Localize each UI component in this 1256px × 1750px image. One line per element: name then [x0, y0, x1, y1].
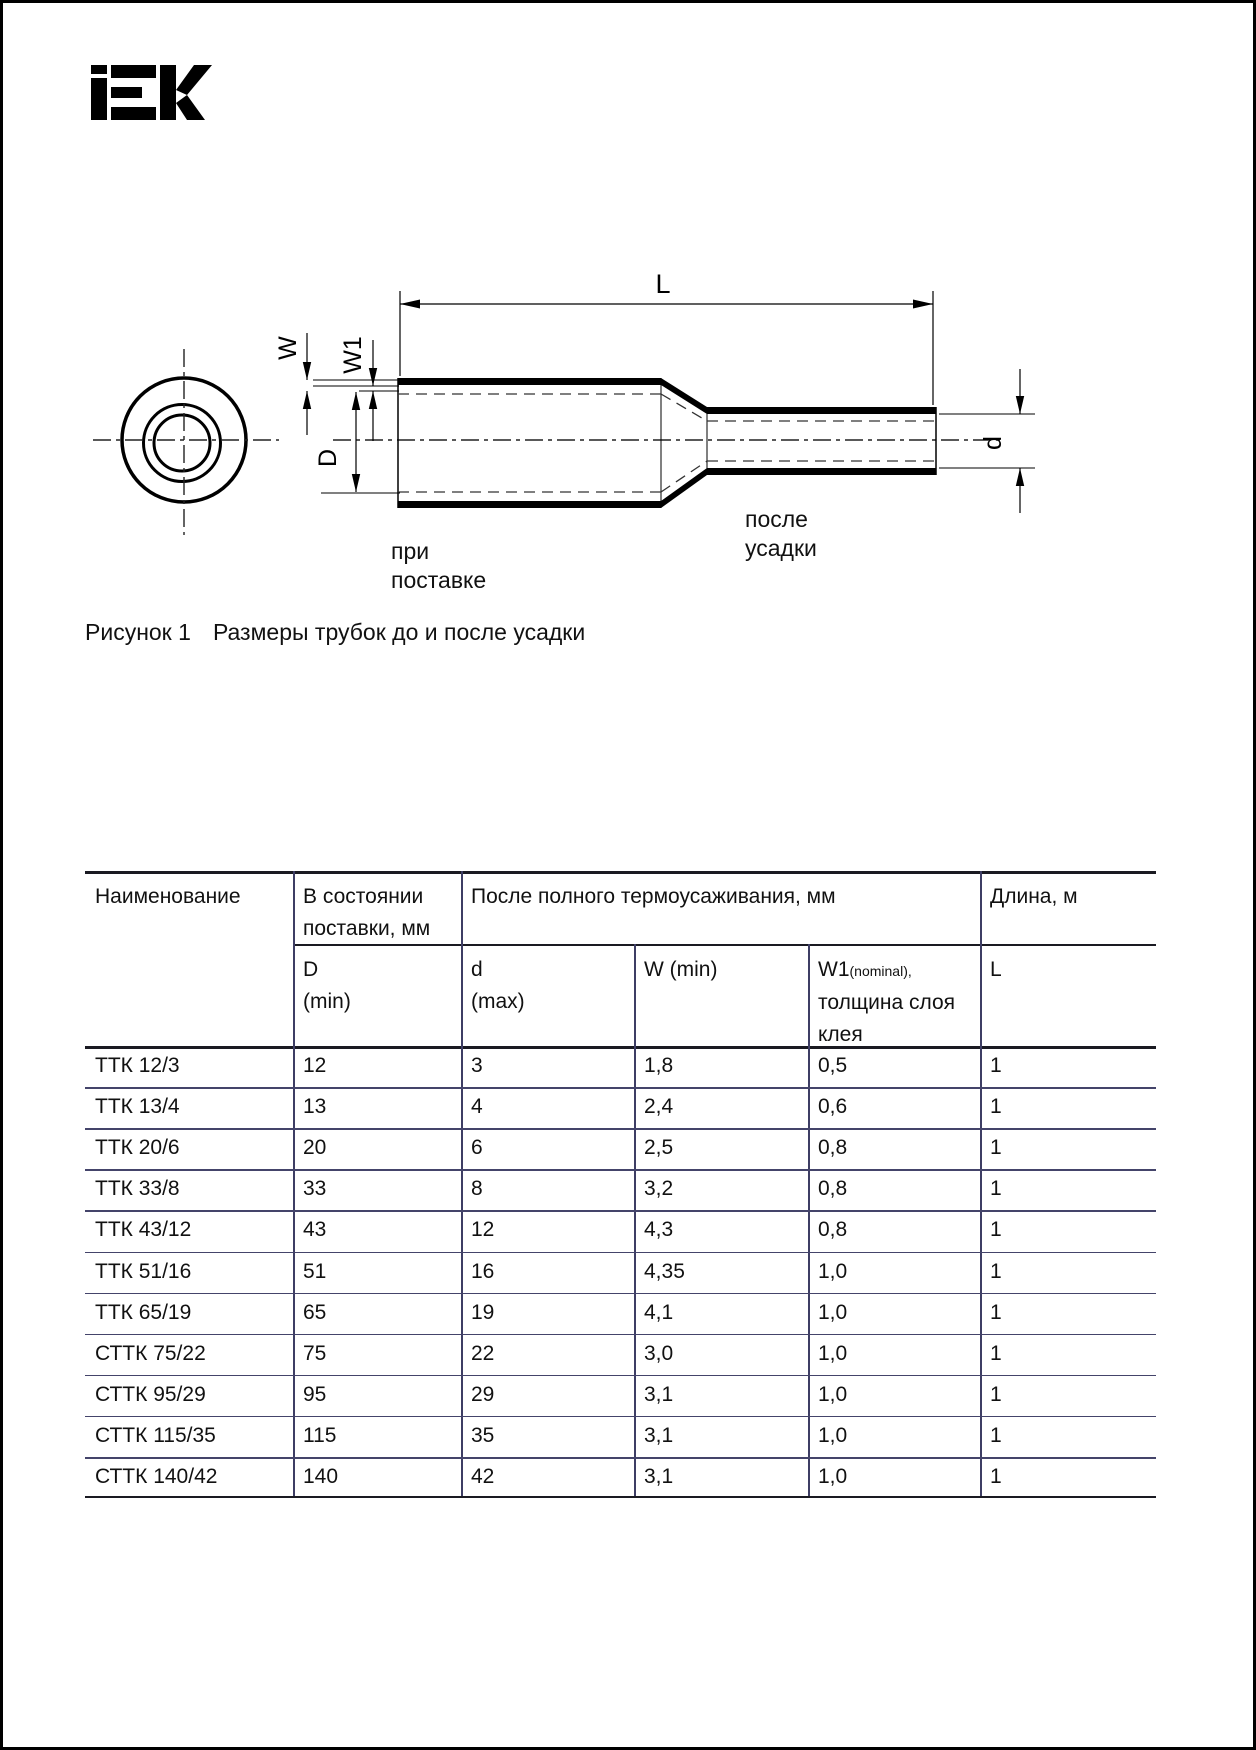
table-row	[85, 1210, 1156, 1251]
table-row	[85, 1293, 1156, 1334]
dimension-label-D: D	[314, 448, 342, 468]
table-row	[85, 1252, 1156, 1293]
W1-arrow-down	[369, 368, 377, 386]
dimensions-table	[85, 871, 1156, 1498]
label-state-shrunk-line1: после	[745, 506, 808, 532]
table-row	[85, 1416, 1156, 1457]
col-header-length: Длина, м	[990, 885, 1078, 908]
subheader-W1-symbol: W1	[818, 958, 850, 981]
table-cell-value: 3,1	[644, 1382, 674, 1406]
table-cell-value: 3,1	[644, 1423, 674, 1447]
table-cell-value: 3,1	[644, 1465, 674, 1488]
table-cell-value: 3,2	[644, 1177, 674, 1201]
tube-end-view-inner-circle	[154, 415, 210, 471]
table-cell-value: 0,8	[818, 1177, 848, 1201]
label-state-supplied-line1: при	[391, 538, 430, 564]
label-state-supplied	[391, 537, 486, 595]
table-cell-value: 65	[303, 1300, 327, 1324]
table-row	[85, 1128, 1156, 1169]
label-state-supplied-line2: поставке	[391, 567, 487, 593]
table-cell-value: 115	[303, 1423, 337, 1447]
table-cell-value: 0,8	[818, 1218, 848, 1242]
subheader-d-symbol: d	[471, 958, 483, 981]
table-cell-value: 0,5	[818, 1054, 848, 1077]
table-cell-value: 1	[990, 1136, 1002, 1160]
table-cell-value: 2,5	[644, 1136, 674, 1160]
col-header-supply-line1: В состоянии	[303, 885, 424, 908]
table-row	[85, 1375, 1156, 1416]
table-cell-name: ТТК 20/6	[95, 1136, 180, 1160]
table-cell-value: 4,1	[644, 1300, 674, 1324]
table-cell-value: 3	[471, 1054, 483, 1077]
subheader-W: W (min)	[644, 958, 718, 981]
table-cell-value: 0,8	[818, 1136, 848, 1160]
table-cell-value: 1	[990, 1423, 1002, 1447]
table-cell-value: 8	[471, 1177, 483, 1201]
subheader-d-qualifier: (max)	[471, 990, 525, 1013]
table-cell-value: 0,6	[818, 1095, 848, 1119]
tube-wall-top-shrunk	[707, 407, 936, 414]
table-cell-value: 16	[471, 1259, 495, 1283]
subheader-W1-line2: толщина слоя	[818, 991, 956, 1014]
table-cell-value: 1,0	[818, 1341, 848, 1365]
col-header-after-shrink: После полного термоусаживания, мм	[471, 885, 836, 908]
table-cell-value: 22	[471, 1341, 495, 1365]
table-cell-value: 1,0	[818, 1300, 848, 1324]
table-cell-value: 75	[303, 1341, 327, 1365]
subheader-d	[471, 954, 525, 1018]
tube-wall-bottom-shrunk	[707, 468, 936, 475]
iek-logo	[91, 63, 213, 121]
L-arrow-right	[913, 300, 933, 309]
table-cell-value: 20	[303, 1136, 327, 1160]
subheader-L: L	[990, 958, 1002, 981]
subheader-D-qualifier: (min)	[303, 990, 351, 1013]
W-arrow-down	[303, 362, 311, 380]
table-cell-value: 4,35	[644, 1259, 685, 1283]
subheader-W1-line3: клея	[818, 1023, 863, 1046]
table-cell-value: 3,0	[644, 1341, 674, 1365]
subheader-D	[303, 954, 351, 1018]
col-header-supply	[303, 881, 430, 945]
dimension-label-d: d	[979, 436, 1007, 450]
table-cell-value: 33	[303, 1177, 327, 1201]
W-arrow-up	[303, 391, 311, 409]
table-cell-name: ТТК 51/16	[95, 1259, 192, 1283]
table-cell-value: 35	[471, 1423, 495, 1447]
table-cell-value: 1,0	[818, 1423, 848, 1447]
dimension-label-W1: W1	[339, 336, 367, 374]
table-cell-value: 51	[303, 1259, 327, 1283]
table-cell-name: ТТК 12/3	[95, 1054, 180, 1077]
figure-caption	[85, 619, 585, 646]
table-cell-value: 95	[303, 1382, 327, 1406]
table-cell-value: 1,0	[818, 1259, 848, 1283]
table-cell-value: 1	[990, 1259, 1002, 1283]
table-cell-value: 1	[990, 1218, 1002, 1242]
table-cell-value: 4	[471, 1095, 483, 1119]
table-cell-value: 4,3	[644, 1218, 674, 1242]
table-cell-value: 1	[990, 1095, 1002, 1119]
table-cell-name: ТТК 43/12	[95, 1218, 192, 1242]
table-row	[85, 1087, 1156, 1128]
table-cell-value: 1	[990, 1341, 1002, 1365]
label-state-shrunk	[745, 505, 817, 563]
D-arrow-up	[352, 392, 360, 410]
dimension-label-L: L	[655, 269, 671, 299]
table-row	[85, 1169, 1156, 1210]
table-cell-value: 42	[471, 1465, 495, 1488]
tube-wall-top-supplied	[398, 378, 661, 385]
table-row	[85, 1457, 1156, 1498]
figure-caption-text: Размеры трубок до и после усадки	[212, 619, 586, 645]
table-cell-value: 1	[990, 1054, 1002, 1077]
table-cell-name: ТТК 33/8	[95, 1177, 180, 1201]
table-cell-value: 12	[471, 1218, 495, 1242]
table-cell-name: ТТК 13/4	[95, 1095, 180, 1119]
tube-wall-bottom-supplied	[398, 501, 661, 508]
subheader-W1-line1	[818, 954, 976, 987]
table-cell-value: 13	[303, 1095, 327, 1119]
subheader-W1-nominal: (nominal),	[849, 963, 912, 979]
table-cell-value: 2,4	[644, 1095, 674, 1119]
table-cell-name: СТТК 95/29	[95, 1382, 206, 1406]
table-cell-value: 1,0	[818, 1465, 848, 1488]
table-cell-value: 43	[303, 1218, 327, 1242]
table-border-top	[85, 871, 1156, 874]
figure-caption-number: Рисунок 1	[85, 619, 191, 645]
subheader-W1	[818, 954, 976, 1051]
table-cell-name: СТТК 75/22	[95, 1341, 206, 1365]
table-row	[85, 1334, 1156, 1375]
subheader-D-symbol: D	[303, 958, 319, 981]
W1-arrow-up	[369, 391, 377, 409]
table-cell-value: 1,8	[644, 1054, 674, 1077]
d-arrow-up	[1016, 468, 1024, 486]
table-cell-value: 1	[990, 1300, 1002, 1324]
table-cell-value: 1	[990, 1465, 1002, 1488]
table-row	[85, 1046, 1156, 1087]
table-cell-value: 6	[471, 1136, 483, 1160]
col-header-name: Наименование	[95, 885, 241, 908]
table-cell-name: СТТК 140/42	[95, 1465, 218, 1488]
table-cell-value: 1	[990, 1382, 1002, 1406]
d-arrow-down	[1016, 396, 1024, 414]
table-cell-value: 19	[471, 1300, 495, 1324]
table-cell-value: 140	[303, 1465, 339, 1488]
figure-drawing	[3, 233, 1256, 653]
table-cell-value: 29	[471, 1382, 495, 1406]
D-arrow-down	[352, 474, 360, 492]
table-cell-value: 1,0	[818, 1382, 848, 1406]
table-cell-name: ТТК 65/19	[95, 1300, 192, 1324]
L-arrow-left	[400, 300, 420, 309]
table-cell-value: 12	[303, 1054, 327, 1077]
tube-wall-top-taper	[661, 378, 707, 414]
table-cell-value: 1	[990, 1177, 1002, 1201]
table-cell-name: СТТК 115/35	[95, 1423, 216, 1447]
dimension-label-W: W	[274, 336, 302, 360]
col-header-supply-line2: поставки, мм	[303, 917, 431, 940]
label-state-shrunk-line2: усадки	[745, 535, 817, 561]
